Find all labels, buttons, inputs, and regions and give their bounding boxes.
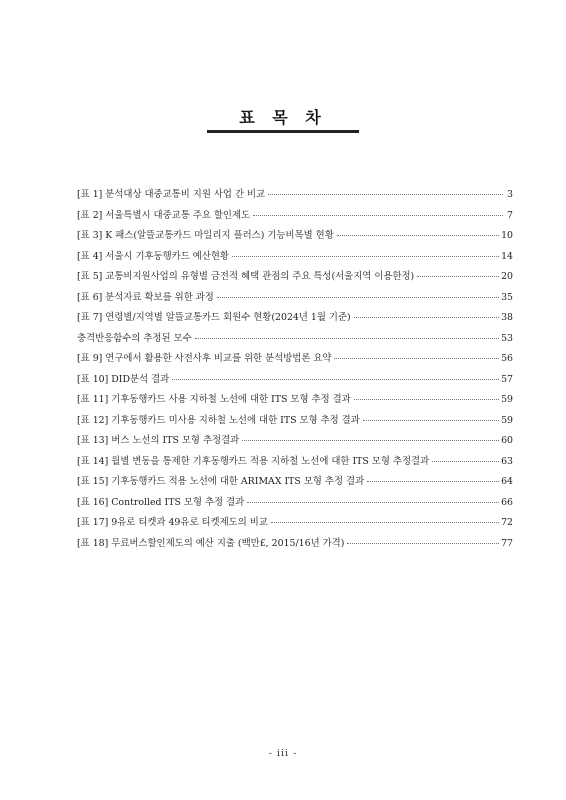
toc-entry-page: 63 (501, 455, 513, 467)
leader-dots (232, 255, 499, 257)
toc-title-box (207, 101, 359, 131)
toc-entry-label: [표 3] K 패스(알뜰교통카드 마일리지 플러스) 기능비목별 현황 (77, 230, 334, 241)
toc-entry-label: [표 18] 무료버스할인제도의 예산 지출 (백만£, 2015/16년 가격) (77, 537, 345, 549)
page-title: 표 목 차 (239, 107, 327, 127)
toc-entry[interactable] (77, 453, 513, 474)
toc-entry-page: 59 (501, 394, 513, 405)
leader-dots (217, 296, 499, 298)
toc-entry[interactable] (77, 227, 513, 248)
toc-entry-label: [표 9] 연구에서 활용한 사전사후 비교를 위한 분석방법론 요약 (77, 353, 332, 364)
toc-entry-label: [표 6] 분석자료 확보를 위한 과정 (77, 291, 214, 303)
toc-entry-label: [표 16] Controlled ITS 모형 추정 결과 (77, 496, 245, 508)
toc-entry-page: 14 (501, 250, 513, 262)
leader-dots (247, 501, 499, 503)
toc-entry-page: 57 (501, 373, 513, 385)
page-number-footer: - iii - (268, 748, 298, 759)
leader-dots (268, 193, 503, 195)
toc-entry-page: 77 (501, 537, 513, 549)
leader-dots (347, 542, 499, 544)
toc-entry[interactable] (77, 391, 513, 412)
toc-entry-page: 66 (501, 496, 513, 508)
leader-dots (367, 480, 499, 482)
toc-entry[interactable] (77, 330, 513, 351)
toc-entry-page: 64 (501, 476, 513, 487)
toc-entry-label: [표 2] 서울특별시 대중교통 주요 할인제도 (77, 209, 251, 221)
toc-entry-label: [표 14] 월별 변동을 통제한 기후동행카드 적용 지하철 노선에 대한 ITS 모형 추정결과 (77, 455, 430, 467)
leader-dots (417, 275, 499, 277)
toc-entry-page: 72 (501, 517, 513, 528)
toc-entry-label: [표 15] 기후동행카드 적용 노선에 대한 ARIMAX ITS 모형 추정 결과 (77, 476, 365, 487)
toc-entry-label: 충격반응함수의 추정된 모수 (77, 332, 192, 344)
toc-entry[interactable] (77, 350, 513, 371)
toc-entry-label: [표 11] 기후동행카드 사용 지하철 노선에 대한 ITS 모형 추정 결과 (77, 394, 351, 405)
toc-entry-page: 38 (501, 312, 513, 323)
toc-entry-label: [표 5] 교통비지원사업의 유형별 금전적 혜택 관점의 주요 특성(서울지역 이용한정) (77, 271, 415, 282)
toc-entry[interactable] (77, 289, 513, 310)
leader-dots (354, 316, 499, 318)
toc-entry-label: [표 13] 버스 노선의 ITS 모형 추정결과 (77, 435, 240, 446)
toc-entry[interactable] (77, 494, 513, 515)
toc-entry-label: [표 10] DID분석 결과 (77, 373, 170, 385)
toc-entry[interactable] (77, 268, 513, 289)
leader-dots (172, 378, 499, 380)
toc-entry[interactable] (77, 514, 513, 535)
leader-dots (363, 419, 499, 421)
toc-entry-page: 3 (507, 189, 513, 200)
toc-entry[interactable] (77, 186, 513, 207)
leader-dots (242, 439, 499, 441)
toc-entry-page: 35 (501, 291, 513, 303)
title-underline (207, 130, 359, 133)
toc-entry-label: [표 4] 서울시 기후동행카드 예산현황 (77, 250, 229, 262)
toc-entry-label: [표 1] 분석대상 대중교통비 지원 사업 간 비교 (77, 189, 266, 200)
leader-dots (271, 521, 499, 523)
toc-entry-label: [표 7] 연령별/지역별 알뜰교통카드 회원수 현황(2024년 1월 기준) (77, 312, 351, 323)
toc-entry-page: 56 (501, 353, 513, 364)
toc-entry[interactable] (77, 309, 513, 330)
toc-entry-label: [표 12] 기후동행카드 미사용 지하철 노선에 대한 ITS 모형 추정 결과 (77, 414, 360, 426)
toc-entry[interactable] (77, 535, 513, 556)
toc-entry-page: 60 (501, 435, 513, 446)
table-of-contents-list (77, 186, 513, 555)
toc-entry-page: 10 (501, 230, 513, 241)
leader-dots (253, 214, 503, 216)
toc-entry[interactable] (77, 207, 513, 228)
leader-dots (432, 460, 499, 462)
leader-dots (354, 398, 499, 400)
toc-entry[interactable] (77, 248, 513, 269)
toc-entry-page: 20 (501, 271, 513, 282)
toc-entry-page: 53 (501, 332, 513, 344)
toc-entry[interactable] (77, 371, 513, 392)
toc-entry-page: 59 (501, 414, 513, 426)
leader-dots (334, 357, 499, 359)
toc-entry-page: 7 (507, 209, 513, 221)
leader-dots (195, 337, 499, 339)
toc-entry-label: [표 17] 9유로 티켓과 49유로 티켓제도의 비교 (77, 517, 268, 528)
toc-entry[interactable] (77, 412, 513, 433)
toc-entry[interactable] (77, 473, 513, 494)
leader-dots (337, 234, 499, 236)
toc-entry[interactable] (77, 432, 513, 453)
